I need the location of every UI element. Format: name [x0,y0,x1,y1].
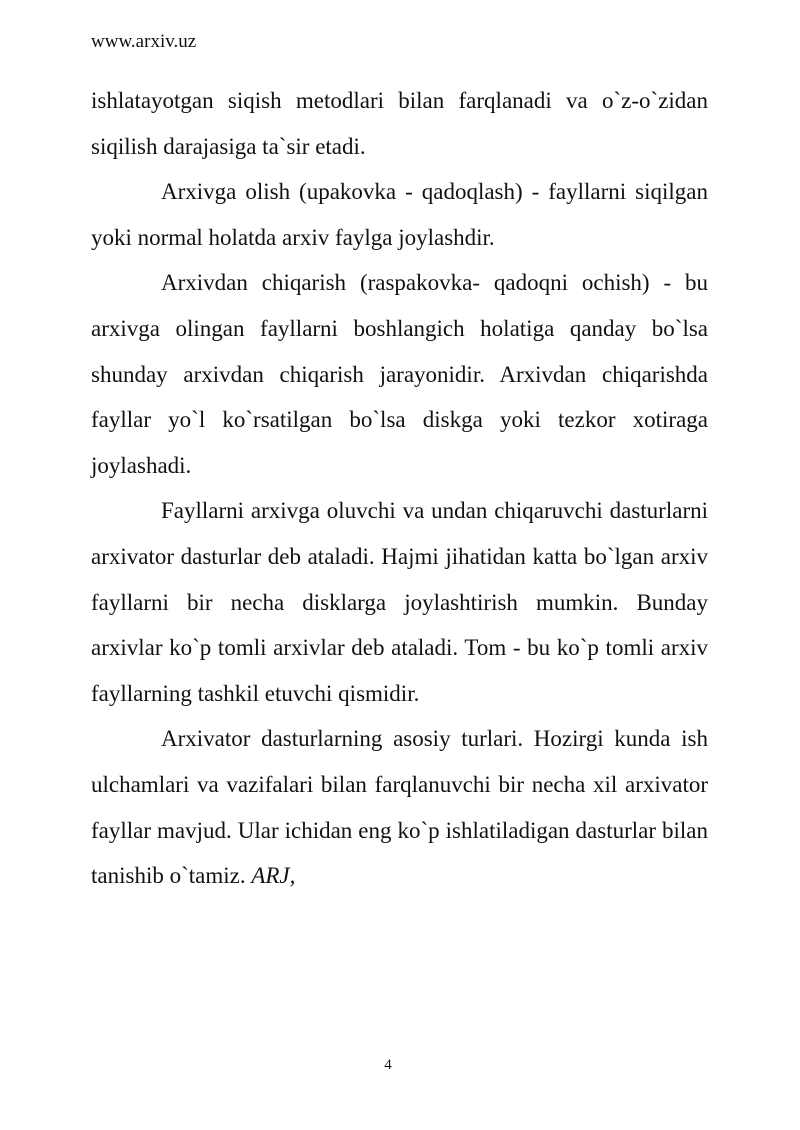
paragraph-arxivator-dasturlar: Fayllarni arxivga oluvchi va undan chiqaruvchi dasturlarni arxivator dasturlar deb ataladi. Hajmi jihatidan katta bo`lgan arxiv fayllarni bir necha disklarga joylashtirish mumkin. Bunday arxivlar ko`p tomli arxivlar deb ataladi. Tom - bu ko`p tomli arxiv fayllarning tashkil etuvchi qismidir. [91,498,708,706]
arj-term: ARJ, [251,863,296,889]
paragraph-asosiy-turlari-text: Arxivator dasturlarning asosiy turlari. Hozirgi kunda ish ulchamlari va vazifalari bilan farqlanuvchi bir necha xil arxivator fayllar mavjud. Ular ichidan eng ko`p ishlatiladigan dasturlar bilan tanishib o`tamiz. [91,726,708,889]
paragraph-arxivga-olish: Arxivga olish (upakovka - qadoqlash) - fayllarni siqilgan yoki normal holatda arxiv faylga joylashdir. [91,179,708,250]
page-number: 4 [384,1057,392,1073]
site-header: www.arxiv.uz [91,31,197,52]
paragraph-asosiy-turlari [91,716,708,898]
paragraph-continuation: ishlatayotgan siqish metodlari bilan farqlanadi va o`z-o`zidan siqilish darajasiga ta`sir etadi. [91,88,708,159]
paragraph-arxivdan-chiqarish: Arxivdan chiqarish (raspakovka- qadoqni ochish) - bu arxivga olingan fayllarni boshlangich holatiga qanday bo`lsa shunday arxivdan chiqarish jarayonidir. Arxivdan chiqarishda fayllar yo`l ko`rsatilgan bo`lsa diskga yoki tezkor xotiraga joylashadi. [91,270,708,478]
document-body [91,78,708,899]
